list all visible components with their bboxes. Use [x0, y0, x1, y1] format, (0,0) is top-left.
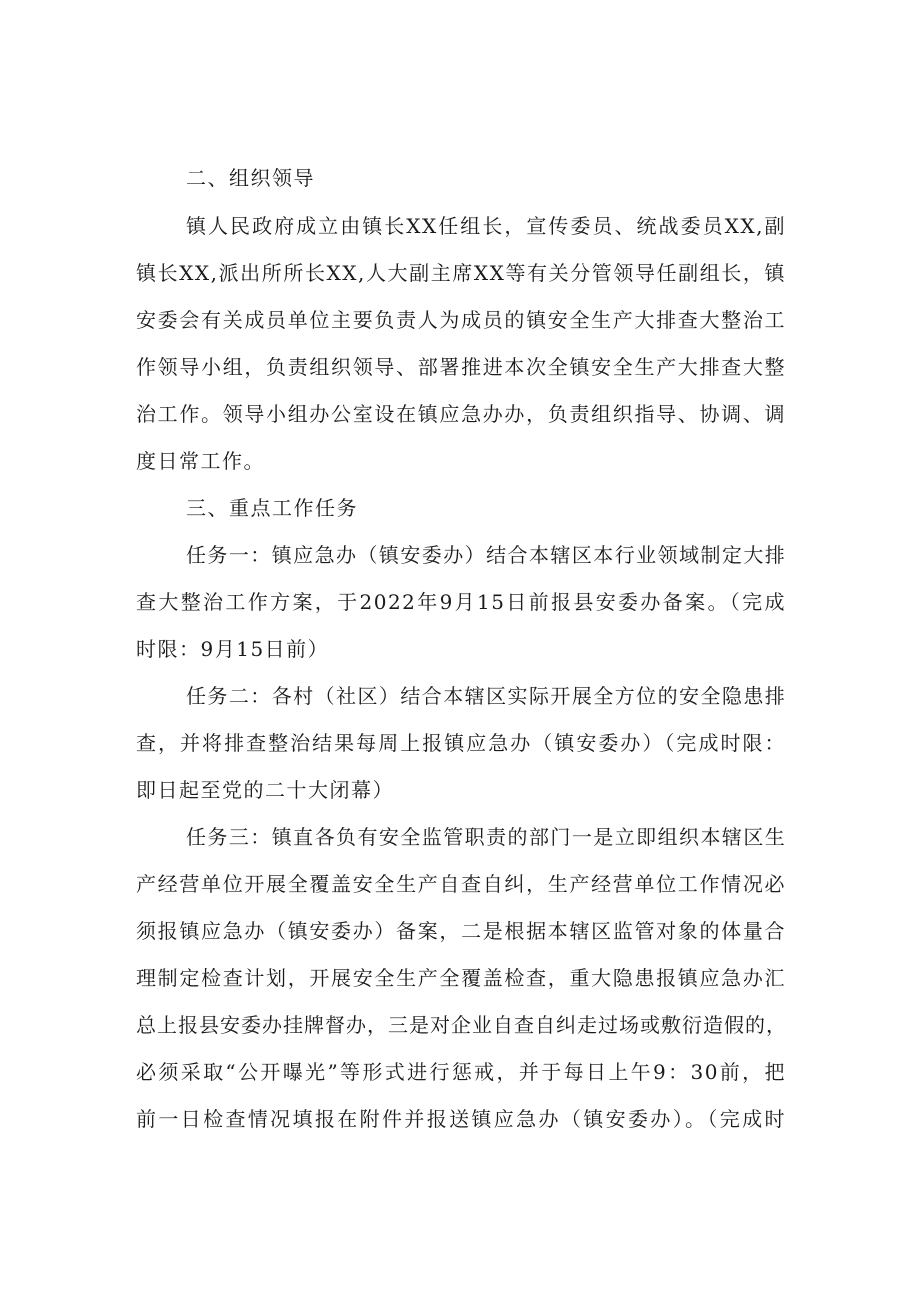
paragraph-line: 任务一：镇应急办（镇安委办）结合本辖区本行业领域制定大排 — [186, 543, 786, 567]
paragraph-line: 查大整治工作方案，于2022年9月15日前报县安委办备案。（完成 — [136, 590, 786, 614]
paragraph-line: 产经营单位开展全覆盖安全生产自查自纠，生产经营单位工作情况必 — [136, 872, 786, 896]
section-heading-key-tasks: 三、重点工作任务 — [186, 496, 358, 520]
paragraph-line: 时限：9月15日前） — [136, 637, 330, 661]
paragraph-line: 安委会有关成员单位主要负责人为成员的镇安全生产大排查大整治工 — [136, 308, 786, 332]
paragraph-line: 理制定检查计划，开展安全生产全覆盖检查，重大隐患报镇应急办汇 — [136, 966, 786, 990]
paragraph-line: 作领导小组，负责组织领导、部署推进本次全镇安全生产大排查大整 — [136, 355, 786, 379]
paragraph-line: 任务二：各村（社区）结合本辖区实际开展全方位的安全隐患排 — [186, 684, 786, 708]
paragraph-line: 总上报县安委办挂牌督办，三是对企业自查自纠走过场或敷衍造假的， — [136, 1013, 787, 1037]
paragraph-line: 镇人民政府成立由镇长XX任组长，宣传委员、统战委员XX,副 — [186, 214, 786, 238]
paragraph-line: 前一日检查情况填报在附件并报送镇应急办（镇安委办）。（完成时 — [136, 1107, 786, 1131]
paragraph-line: 治工作。领导小组办公室设在镇应急办办，负责组织指导、协调、调 — [136, 402, 786, 426]
paragraph-line: 即日起至党的二十大闭幕） — [136, 778, 394, 802]
paragraph-line: 必须采取“公开曝光”等形式进行惩戒，并于每日上午9：30前，把 — [136, 1060, 786, 1084]
paragraph-line: 度日常工作。 — [136, 449, 265, 473]
section-heading-organization: 二、组织领导 — [186, 166, 315, 190]
paragraph-line: 任务三：镇直各负有安全监管职责的部门一是立即组织本辖区生 — [186, 825, 786, 849]
paragraph-line: 须报镇应急办（镇安委办）备案，二是根据本辖区监管对象的体量合 — [136, 919, 786, 943]
paragraph-line: 镇长XX,派出所所长XX,人大副主席XX等有关分管领导任副组长，镇 — [136, 261, 786, 285]
paragraph-line: 查，并将排查整治结果每周上报镇应急办（镇安委办）（完成时限： — [136, 731, 786, 755]
